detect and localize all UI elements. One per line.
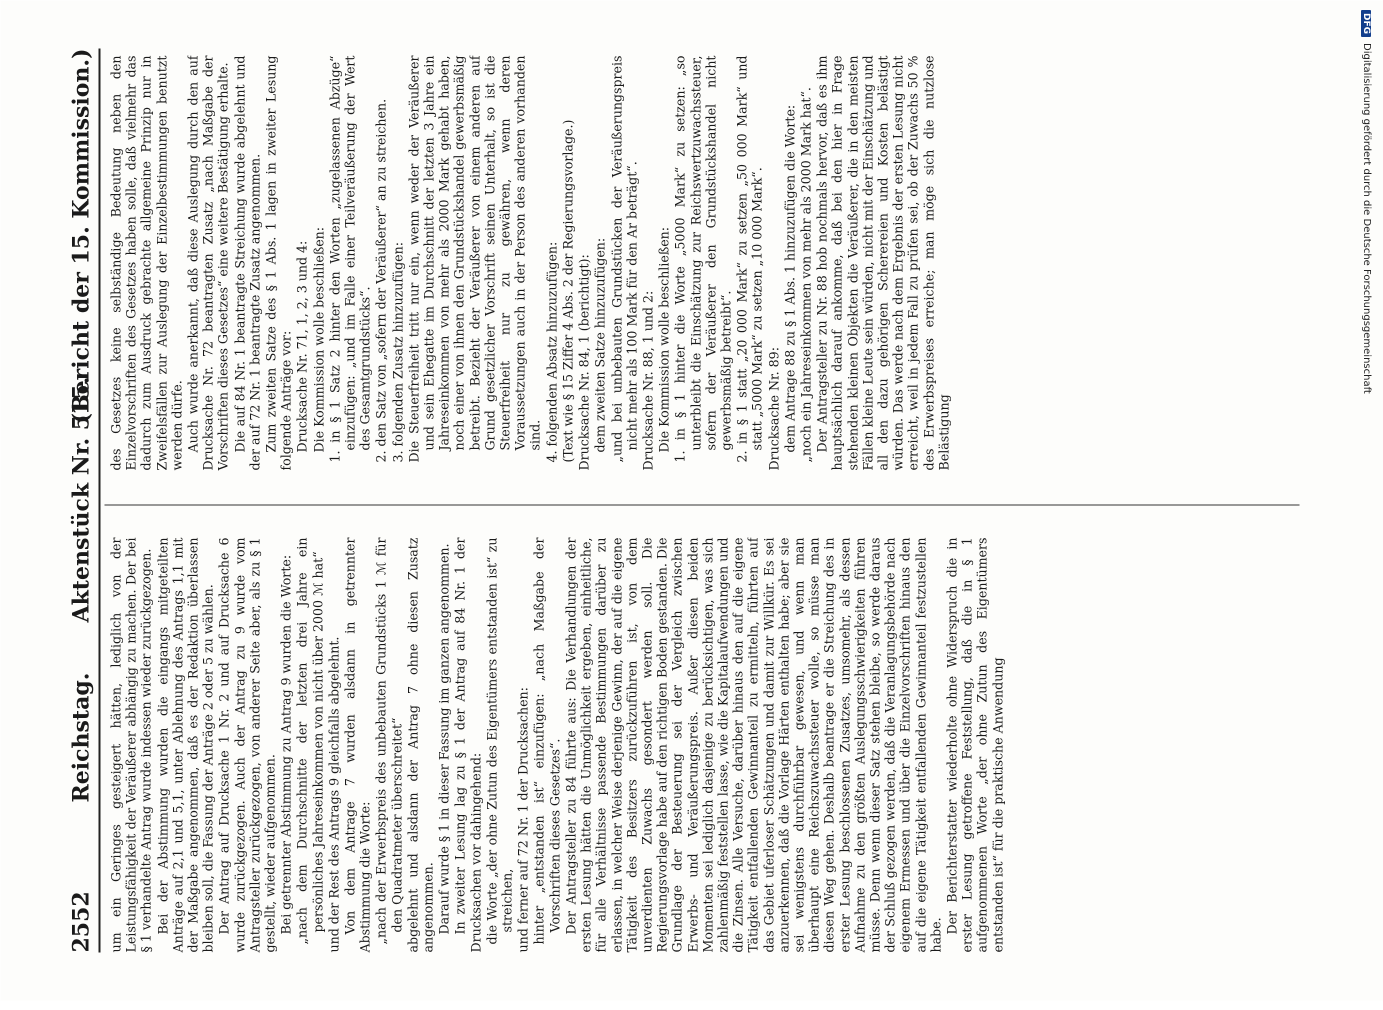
paragraph: abgelehnt und alsdann der Antrag 7 ohne diesen Zusatz angenommen. (404, 537, 436, 952)
paragraph: Der Antrag auf Drucksache 1 Nr. 2 und auf Drucksache 6 wurde zurückgezogen. Auch der Antrag zu 9 wurde vom Antragsteller zurückgezogen, von anderer Seite aber, als zu § 1 gestellt, wieder aufgenommen. (216, 537, 278, 952)
list-item: 2. den Satz von „sofern der Veräußerer“ an zu streichen. (373, 98, 389, 462)
paragraph: In zweiter Lesung lag zu § 1 der Antrag auf 84 Nr. 1 der Drucksachen vor dahingehend: (452, 537, 483, 952)
paragraph: Drucksache Nr. 88, 1 und 2: (639, 290, 655, 470)
paragraph: Bei der Abstimmung wurden die eingangs mitgeteilten Anträge auf 2,1 und 5,1, unter Ablehnung des Antrags 1,1 mit der Maßgabe angenommen, daß es der Redaktion überlassen bleiben soll, die Fassung der Anträge 2 oder 5 zu wählen. (154, 537, 216, 952)
paragraph: Die Kommission wolle beschließen: (310, 226, 326, 452)
paragraph: und der Rest des Antrags 9 gleichfalls abgelehnt. (325, 636, 341, 952)
list-item: 2. in § 1 statt „20 000 Mark“ zu setzen „50 000 Mark“ und statt „5000 Mark“ zu setzen „10 000 Mark“. (734, 55, 765, 462)
paragraph: dem zweiten Satze hinzuzufügen: (592, 237, 608, 452)
page-header (68, 48, 100, 952)
dfg-logo: DFG (1361, 10, 1371, 37)
paragraph: Der Antragsteller zu 84 führte aus: Die Verhandlungen der ersten Lesung hätten die Unmöglichkeit ergeben, einheitliche, für alle Verhältnisse passende Bestimmungen darüber zu erlassen, in welcher Weise derjenige Gewinn, der auf die eigene Tätigkeit des Besitzers zurückzuführen ist, von dem unverdienten Zuwachs gesondert werden soll. Die Regierungsvorlage habe auf den richtigen Boden gestanden. Die Grundlage der Besteuerung sei der Vergleich zwischen Erwerbs- und Veräußerungspreis. Außer diesen beiden Momenten sei lediglich dasjenige zu berücksichtigen, was sich zahlenmäßig feststellen lasse, wie die Kapitalaufwendungen und die Zinsen. Alle Versuche, darüber hinaus den auf die eigene Tätigkeit entfallenden Gewinnanteil zu ermitteln, führten auf das Gebiet uferloser Schätzungen und damit zur Willkür. Es sei anzuerkennen, daß die Vorlage Härten enthalten habe; aber sie sei wenigstens durchführbar gewesen, und wenn man überhaupt eine Reichszuwachssteuer wolle, so müsse man diesen Weg gehen. Deshalb beantrage er die Streichung des in erster Lesung beschlossenen Zusatzes, umsomehr, als dessen Aufnahme zu den größten Auslegungsschwierigkeiten führen müsse. Denn wenn dieser Satz stehen bleibe, so werde daraus der Schluß gezogen werden, daß die Veranlagungsbehörde nach eigenem Ermessen und über die Einzelvorschriften hinaus den auf die eigene Tätigkeit entfallenden Gewinnanteil festzustellen habe. (562, 537, 943, 952)
list-item: 1. in § 1 Satz 2 hinter den Worten „zugelassenen Abzüge“ einzufügen: „und im Falle einer Teilveräußerung der Wert des Gesamtgrundstücks“. (326, 55, 373, 462)
paragraph: Die auf 84 Nr. 1 beantragte Streichung wurde abgelehnt und der auf 72 Nr. 1 beantragte Zusatz angenommen. (231, 55, 262, 470)
paragraph: Bei getrennter Abstimmung zu Antrag 9 wurden die Worte: (278, 554, 294, 934)
digitization-credit (1352, 10, 1372, 1010)
column-divider (104, 504, 1299, 505)
quotation: die Worte „der ohne Zutun des Eigentümers entstanden ist“ zu streichen, (483, 537, 515, 944)
list-item: 4. folgenden Absatz hinzuzufügen: (543, 241, 559, 462)
paragraph: Der Antragsteller zu Nr. 88 hob nochmals hervor, daß es ihm hauptsächlich darauf ankomme, daß bei den hier in Frage stehenden kleinen Objekten die Veräußerer, die in den meisten Fällen kleine Leute sein würden, nicht mit der Einschätzung und all den dazu gehörigen Scherereien und Kosten belästigt würden. Das werde nach dem Ergebnis der ersten Lesung nicht erreicht, weil in jedem Fall zu prüfen sei, ob der Zuwachs 50 % des Erwerbspreises erreiche; man möge sich die nutzlose Belästigung (814, 55, 951, 470)
paragraph: um ein Geringes gesteigert hätten, lediglich von der Leistungsfähigkeit der Veräußerer abhängig zu machen. Der bei § 1 verhandelte Antrag wurde indessen wieder zurückgezogen. (108, 537, 154, 952)
list-item-body: (Text wie § 15 Ziffer 4 Abs. 2 der Regierungsvorlage.) (559, 119, 575, 462)
quotation: „nach dem Durchschnitte der letzten drei Jahre ein persönliches Jahreseinkommen von nicht über 2000 ℳ hat“ (294, 537, 325, 944)
paragraph: Zum zweiten Satze des § 1 Abs. 1 lagen in zweiter Lesung folgende Anträge vor: (263, 55, 294, 470)
header-reichstag: Reichstag. (68, 672, 94, 802)
paragraph: Die Kommission wolle beschließen: (656, 226, 672, 452)
paragraph: Der Berichterstatter wiederholte ohne Widerspruch die in erster Lesung getroffene Feststellung, daß die in § 1 aufgenommenen Worte „der ohne Zutun des Eigentümers entstanden ist“ für die praktische Anwendung (943, 537, 1005, 952)
paragraph: Auch wurde anerkannt, daß diese Auslegung durch den auf Drucksache Nr. 72 beantragten Zusatz „nach Maßgabe der Vorschriften dieses Gesetzes“ eine weitere Bestätigung erhalte. (185, 55, 231, 470)
paragraph: dem Antrage 88 zu § 1 Abs. 1 hinzuzufügen die Worte: (781, 104, 797, 452)
paragraph: des Gesetzes keine selbständige Bedeutung neben den Einzelvorschriften des Gesetzes haben solle, daß vielmehr das dadurch zum Ausdruck gebrachte allgemeine Prinzip nur in Zweifelsfällen zur Auslegung der Einzelbestimmungen benutzt werden dürfe. (108, 55, 184, 470)
header-document-title: Aktenstück Nr. 515. (68, 376, 94, 622)
list-item: 1. in § 1 hinter die Worte „5000 Mark“ zu setzen: „so unterbleibt die Einschätzung zur Reichswertzuwachssteuer, sofern der Veräußerer den Grundstückshandel nicht gewerbsmäßig betreibt“. (672, 55, 733, 462)
list-item-body: Die Steuerfreiheit tritt nur ein, wenn weder der Veräußerer und sein Ehegatte im Durchschnitt der letzten 3 Jahre ein Jahreseinkommen von mehr als 2000 Mark gehabt haben, noch einer von ihnen den Grundstückshandel gewerbsmäßig betreibt. Bezieht der Veräußerer von einem anderen auf Grund gesetzlicher Vorschrift seinen Unterhalt, so ist die Steuerfreiheit nur zu gewähren, wenn deren Voraussetzungen auch in der Person des anderen vorhanden sind. (405, 55, 543, 462)
list-item: 3. folgenden Zusatz hinzuzufügen: (389, 241, 405, 462)
quotation: „nach der Erwerbspreis des unbebauten Grundstücks 1 ℳ für den Quadratmeter überschreitet“ (373, 537, 404, 944)
paragraph: Drucksache Nr. 89: (765, 346, 781, 470)
text-column-right (108, 55, 1308, 470)
paragraph: Drucksache Nr. 71, 1, 2, 3 und 4: (294, 240, 310, 452)
paragraph: Von dem Antrage 7 wurden alsdann in getrennter Abstimmung die Worte: (342, 537, 373, 952)
quotation: hinter „entstanden ist“ einzufügen: „nach Maßgabe der Vorschriften dieses Gesetzes“. (531, 537, 562, 944)
paragraph: Darauf wurde § 1 in dieser Fassung im ganzen angenommen. (436, 542, 452, 934)
quotation: „und bei unbebauten Grundstücken der Veräußerungspreis nicht mehr als 100 Mark für den Ar beträgt“. (608, 55, 639, 462)
paragraph: und ferner auf 72 Nr. 1 der Drucksachen: (515, 686, 531, 952)
text-column-left (108, 537, 1308, 952)
quotation: „noch ein Jahreseinkommen von mehr als 2000 Mark hat“. (797, 86, 813, 462)
header-report-title: (Bericht der 15. Kommission.) (68, 48, 94, 423)
credit-text: Digitalisierung gefördert durch die Deutsche Forschungsgemeinschaft (1361, 43, 1372, 394)
paragraph: Drucksache Nr. 84, 1 (berichtigt): (576, 253, 592, 470)
page-number: 2552 (68, 890, 94, 952)
